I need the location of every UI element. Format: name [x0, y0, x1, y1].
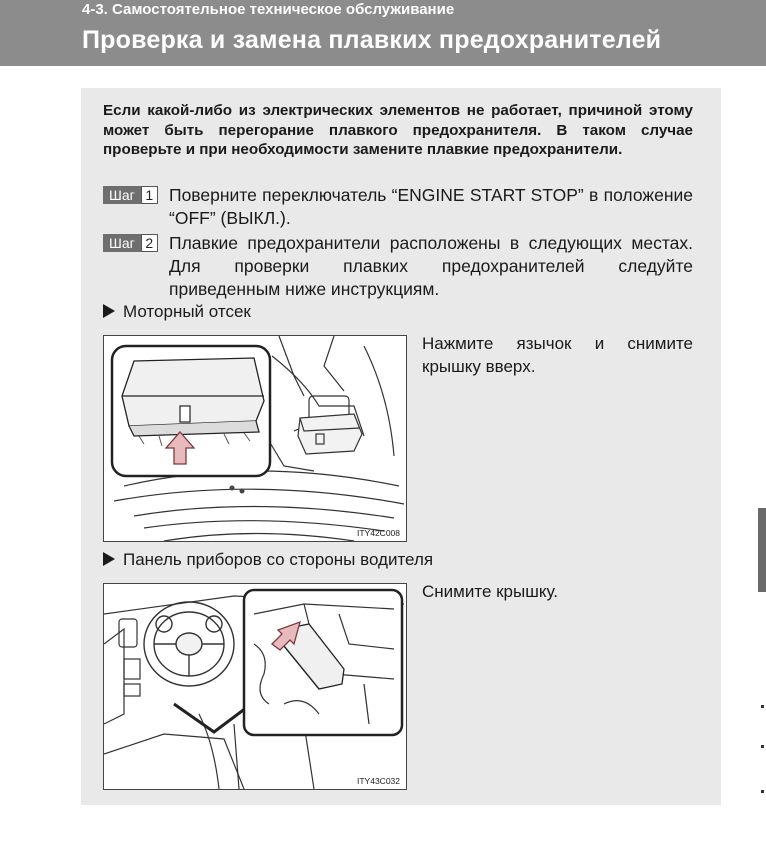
- section-title: 4-3. Самостоятельное техническое обслуживание: [82, 1, 455, 18]
- location-heading-text: Моторный отсек: [123, 302, 251, 321]
- margin-dot: [761, 705, 764, 708]
- triangle-bullet-icon: [103, 304, 115, 318]
- engine-compartment-figure: [103, 335, 407, 542]
- dashboard-figure: [103, 583, 407, 790]
- intro-paragraph: Если какой-либо из электрических элементов не работает, причиной этому может быть перегорание плавкого предохранителя. В таком случае проверьте и при необходимости замените плавкие предохранители.: [103, 102, 693, 158]
- figure-code: ITY42C008: [357, 528, 400, 538]
- tab-latch: [180, 406, 190, 422]
- triangle-bullet-icon: [103, 552, 115, 566]
- page-header: [0, 0, 766, 66]
- dashboard-illustration: [104, 584, 406, 789]
- step-1: [103, 184, 693, 232]
- margin-dot: [761, 790, 764, 793]
- location-heading-dashboard: [103, 550, 433, 570]
- step-text: Поверните переключатель “ENGINE START STOP” в положение “OFF” (ВЫКЛ.).: [169, 185, 693, 228]
- engine-bay-illustration: [104, 336, 406, 541]
- location-heading-text: Панель приборов со стороны водителя: [123, 550, 434, 569]
- page-title: Проверка и замена плавких предохранителей: [82, 26, 662, 54]
- step-text: Плавкие предохранители расположены в следующих местах. Для проверки плавких предохранителей следуйте приведенным ниже инструкциям.: [169, 233, 693, 299]
- margin-dot: [761, 745, 764, 748]
- step-label: Шаг: [103, 186, 141, 204]
- step-badge: [103, 234, 158, 252]
- step-number: 2: [141, 234, 158, 252]
- engine-instruction: Нажмите язычок и снимите крышку вверх.: [422, 334, 693, 376]
- figure-code: ITY43C032: [357, 776, 400, 786]
- dashboard-instruction: Снимите крышку.: [422, 582, 559, 601]
- step-2: [103, 232, 693, 302]
- location-heading-engine: [103, 302, 251, 322]
- chapter-edge-tab: [758, 508, 766, 592]
- step-badge: [103, 186, 158, 204]
- step-number: 1: [141, 186, 158, 204]
- step-label: Шаг: [103, 234, 141, 252]
